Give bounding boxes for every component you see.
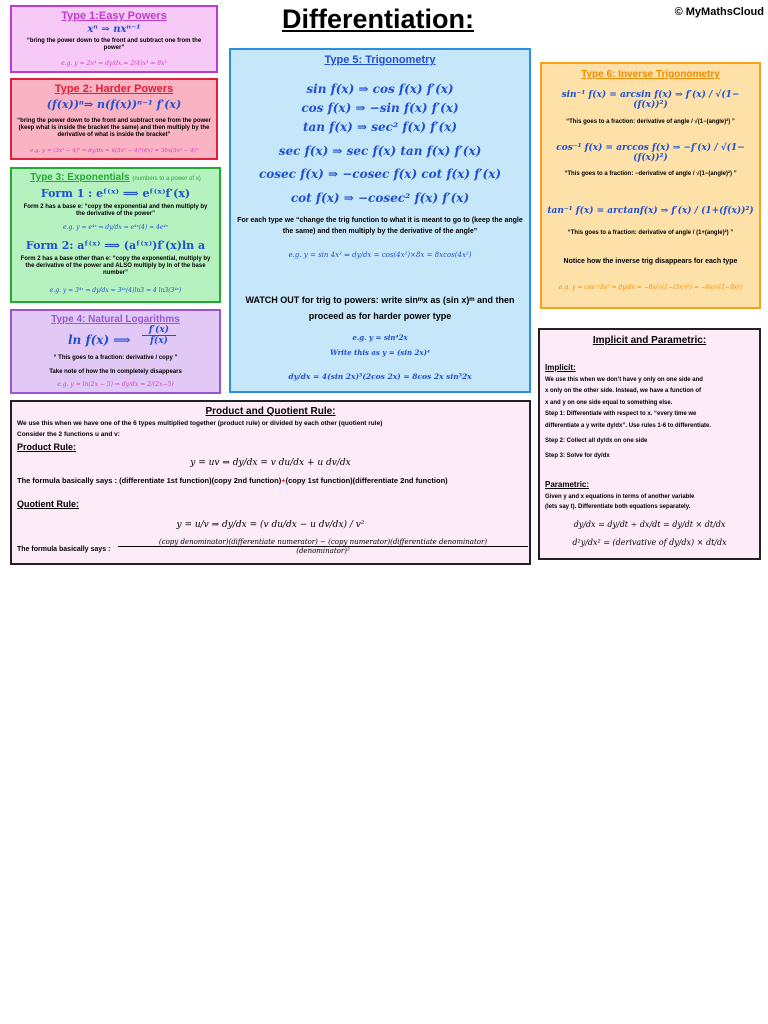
quotient-says-label: The formula basically says : xyxy=(17,546,111,553)
product-says-plus: + xyxy=(281,476,286,485)
implicit-line-5: differentiate a y write dy/dx”. Use rules 1-6 to differentiate. xyxy=(545,422,712,429)
type5-formula-3: tan f(x) ⇒ sec² f(x) f′(x) xyxy=(302,120,458,134)
type3-form2-example: e.g. y = 3⁴ˣ ⇒ dy/dx = 3⁴ˣ(4)ln3 = 4 ln3(3⁴ˣ) xyxy=(49,287,182,294)
quotient-says-den: (denominator)² xyxy=(296,547,350,555)
type4-example: e.g. y = ln(2x − 5) ⇒ dy/dx = 2/(2x−5) xyxy=(57,381,174,388)
type5-formula-4: sec f(x) ⇒ sec f(x) tan f(x) f′(x) xyxy=(278,144,482,158)
type1-note: “bring the power down to the front and subtract one from the power” xyxy=(26,38,202,52)
implicit-line-7: Step 3: Solve for dy/dx xyxy=(545,453,610,460)
type4-note1: “ This goes to a fraction: derivative / copy ” xyxy=(53,355,178,361)
type3-form1-example: e.g. y = e⁴ˣ ⇒ dy/dx = e⁴ˣ(4) = 4e⁴ˣ xyxy=(63,224,168,231)
type2-formula: (f(x))ⁿ⇒ n(f(x))ⁿ⁻¹ f′(x) xyxy=(46,98,182,111)
product-says-b: (copy 1st function)(differentiate 2nd function) xyxy=(285,476,448,485)
product-intro-1: We use this when we have one of the 6 types multiplied together (product rule) or divided by each other (quotient rule) xyxy=(17,420,383,427)
type6-note-3: “This goes to a fraction: derivative of angle / (1+(angle)²) ” xyxy=(567,230,734,236)
type3-title-note: (numbers to a power of x) xyxy=(132,176,201,182)
parametric-formula-1: dy/dx = dy/dt ÷ dx/dt = dy/dt × dt/dx xyxy=(573,520,726,529)
type5-watch: WATCH OUT for trig to powers: write sinᵐx as (sin x)ᵐ and then proceed as for harder power type xyxy=(245,295,515,322)
type3-box xyxy=(10,167,221,303)
type2-note: “bring the power down to the front and subtract one from the power (keep what is inside the bracket the same) and then multiply by the derivative of what is inside the bracket” xyxy=(17,118,211,139)
type5-note: For each type we “change the trig function to what it is meant to go to (keep the angle the same) and then multiply by the derivative of the angle” xyxy=(237,217,523,236)
implicit-line-3: x and y on one side equal to something else. xyxy=(545,399,673,406)
parametric-subtitle: Parametric: xyxy=(545,480,590,489)
product-intro-2: Consider the 2 functions u and v: xyxy=(17,431,120,438)
type3-form2: Form 2: aᶠ⁽ˣ⁾ ⟹ (aᶠ⁽ˣ⁾)f′(x)ln a xyxy=(25,239,206,252)
type6-example: e.g. y = cos⁻¹3x² ⇒ dy/dx = −6x/√(1−(3x²)²) = −6x/√(1−9x⁴) xyxy=(558,284,743,291)
credit: © MyMathsCloud xyxy=(674,6,764,18)
type5-formula-2: cos f(x) ⇒ −sin f(x) f′(x) xyxy=(301,101,459,115)
product-rule-subtitle: Product Rule: xyxy=(17,442,77,452)
type1-title: Type 1:Easy Powers xyxy=(61,10,167,22)
type2-example: e.g. y = (3x² − 4)⁶ ⇒ dy/dx = 6(3x² − 4)⁵(6x) = 36x(3x² − 4)⁵ xyxy=(30,148,198,154)
type5-example2: e.g. y = sin⁴2x xyxy=(352,333,408,342)
type5-title: Type 5: Trigonometry xyxy=(324,54,436,66)
type4-formula-left: ln f(x) ⟹ xyxy=(68,333,131,347)
quotient-says-fraction xyxy=(118,538,528,555)
implicit-subtitle: Implicit: xyxy=(545,363,576,372)
type5-formula-5: cosec f(x) ⇒ −cosec f(x) cot f(x) f′(x) xyxy=(258,167,502,181)
product-quotient-title: Product and Quotient Rule: xyxy=(205,406,336,417)
type3-form2-note: Form 2 has a base other than e: “copy the exponential, multiply by the derivative of the power and ALSO multiply by ln of the base number” xyxy=(20,256,211,277)
type1-formula: xⁿ ⇒ nxⁿ⁻¹ xyxy=(87,24,141,35)
implicit-line-1: We use this when we don’t have y only on one side and xyxy=(545,377,703,383)
implicit-box xyxy=(538,328,761,560)
type6-note-1: “This goes to a fraction: derivative of angle / √(1−(angle)²) ” xyxy=(566,119,735,125)
page-title: Differentiation: xyxy=(282,4,474,34)
type6-formula-2: cos⁻¹ f(x) = arccos f(x) ⇒ −f′(x) / √(1−(f(x))²) xyxy=(556,143,745,163)
product-says-a: The formula basically says : (differentiate 1st function)(copy 2nd function) xyxy=(17,476,282,485)
implicit-line-2: x only on the other side. Instead, we have a function of xyxy=(545,388,702,395)
quotient-says-num: (copy denominator)(differentiate numerator) − (copy numerator)(differentiate denominator) xyxy=(118,538,528,547)
implicit-title: Implicit and Parametric: xyxy=(592,335,707,346)
implicit-line-6: Step 2: Collect all dy/dx on one side xyxy=(545,437,648,444)
type3-form1: Form 1 : eᶠ⁽ˣ⁾ ⟹ eᶠ⁽ˣ⁾f′(x) xyxy=(40,187,191,200)
parametric-body xyxy=(545,492,756,512)
type2-box xyxy=(10,78,218,160)
type4-fraction-den: f(x) xyxy=(150,336,168,346)
type5-example: e.g. y = sin 4x² ⇒ dy/dx = cos(4x²)×8x = 8xcos(4x²) xyxy=(288,251,472,259)
type6-formula-1: sin⁻¹ f(x) = arcsin f(x) ⇒ f′(x) / √(1−(f(x))²) xyxy=(561,90,740,110)
product-rule-formula: y = uv ⇒ dy/dx = v du/dx + u dv/dx xyxy=(190,458,351,468)
type5-box xyxy=(229,48,531,393)
type5-formula-6: cot f(x) ⇒ −cosec² f(x) f′(x) xyxy=(290,191,470,205)
type3-title: Type 3: Exponentials xyxy=(30,172,130,183)
type5-formula-1: sin f(x) ⇒ cos f(x) f′(x) xyxy=(306,82,454,96)
quotient-rule-formula: y = u/v ⇒ dy/dx = (v du/dx − u dv/dx) / v² xyxy=(176,520,365,530)
implicit-line-4: Step 1: Differentiate with respect to x. “every time we xyxy=(545,411,697,418)
type6-note: Notice how the inverse trig disappears for each type xyxy=(563,258,738,265)
type3-title-row xyxy=(12,172,219,183)
parametric-line-2: (lets say t). Differentiate both equations separately. xyxy=(545,504,691,511)
type1-example: e.g. y = 2x⁴ ⇒ dy/dx = 2(4)x³ = 8x³ xyxy=(61,60,167,67)
product-says xyxy=(17,476,448,486)
type5-example3: Write this as y = (sin 2x)⁴ xyxy=(330,348,430,357)
type4-fraction xyxy=(142,325,176,346)
implicit-body xyxy=(545,375,756,463)
type4-box xyxy=(10,309,221,394)
type2-title: Type 2: Harder Powers xyxy=(54,83,174,95)
product-quotient-box xyxy=(10,400,531,565)
type3-form1-note: Form 2 has a base e: “copy the exponential and then multiply by the derivative of the power” xyxy=(23,204,208,218)
type6-title: Type 6: Inverse Trigonometry xyxy=(581,69,720,80)
parametric-formula-2: d²y/dx² = (derivative of dy/dx) × dt/dx xyxy=(572,538,727,547)
type4-note2: Take note of how the ln completely disappears xyxy=(49,369,182,375)
type6-box xyxy=(540,62,761,309)
parametric-line-1: Given y and x equations in terms of another variable xyxy=(545,494,695,500)
quotient-rule-subtitle: Quotient Rule: xyxy=(17,499,79,509)
type6-formula-3: tan⁻¹ f(x) = arctanf(x) ⇒ f′(x) / (1+(f(x))²) xyxy=(547,206,754,216)
type4-fraction-num: f′(x) xyxy=(142,325,176,336)
type5-example4: dy/dx = 4(sin 2x)³(2cos 2x) = 8cos 2x sin³2x xyxy=(288,372,472,381)
type1-box xyxy=(10,5,218,73)
type6-note-2: “This goes to a fraction: −derivative of angle / √(1−(angle)²) ” xyxy=(564,171,737,177)
type4-title: Type 4: Natural Logarithms xyxy=(51,314,180,325)
